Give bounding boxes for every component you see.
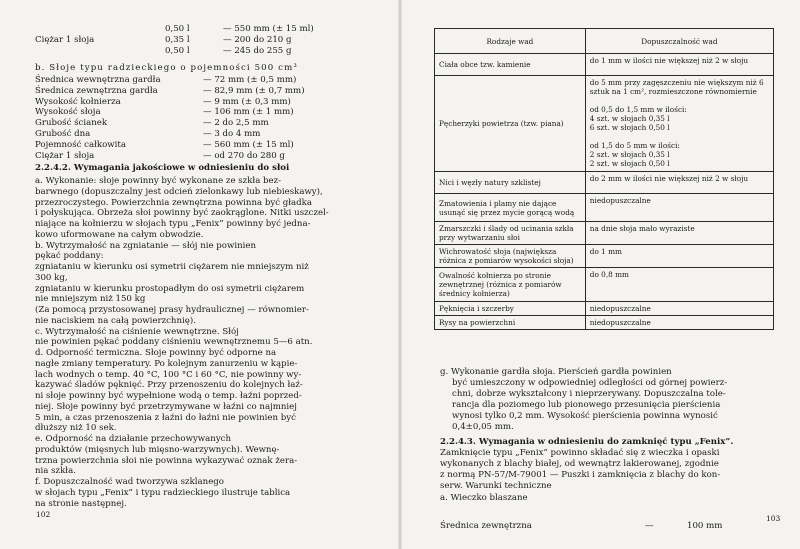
table-cell-allowance: do 0,8 mm — [585, 268, 773, 302]
text-line: niające na kołnierzu w słojach typu „Fenix” powinny być jedna- — [35, 219, 311, 229]
volume-row: 0,50 l — 245 do 255 g — [165, 46, 292, 56]
table-header: Dopuszczalność wad — [585, 29, 773, 54]
text-line: z normą PN-57/M-79001 — Puszki i zamknięcia z blachy do kon- — [440, 470, 721, 480]
table-header-row — [435, 29, 774, 54]
table-row — [435, 172, 774, 194]
text-line: rancja dla poziomego lub pionowego przesunięcia pierścienia — [452, 400, 721, 410]
text-line: zgniataniu w kierunku prostopadłym do osi symetrii ciężarem — [35, 283, 305, 294]
defects-table — [434, 28, 774, 330]
text-line: (Za pomocą przystosowanej prasy hydraulicznej — równomier- — [35, 305, 309, 315]
spec-label: Ciężar 1 słoja — [35, 150, 95, 161]
page-number: 103 — [766, 514, 781, 523]
table-row — [435, 302, 774, 316]
text-line: e. Odporność na działanie przechowywanych — [35, 434, 232, 444]
table-cell-defect: Zmarszczki i ślady od ucinania szkła przy wytwarzaniu słoi — [435, 222, 586, 245]
table-cell-defect: Wichrowatość słoja (największa różnica z pomiarów wysokości słoja) — [435, 245, 586, 268]
table-row — [435, 194, 774, 222]
text-line: c. Wytrzymałość na ciśnienie wewnętrzne. Słój — [35, 326, 239, 337]
text-line: barwnego (dopuszczalny jest odcień zielonkawy lub niebieskawy), — [35, 186, 323, 197]
text-line: wykonanych z blachy białej, od wewnątrz lakierowanej, zgodnie — [440, 459, 719, 469]
spec-label: Średnica zewnętrzna gardła — [35, 85, 158, 96]
text-line: a. Wieczko blaszane — [440, 493, 528, 503]
spec-value: — 3 do 4 mm — [203, 129, 261, 139]
spec-label: Średnica wewnętrzna gardła — [35, 75, 161, 85]
table-cell-defect: Ciała obce tzw. kamienie — [435, 54, 586, 76]
table-cell-defect: Owalność kołnierza po stronie zewnętrznej (różnica z pomiarów średnicy kołnierza) — [435, 268, 586, 302]
spec-label: Grubość ścianek — [35, 118, 108, 129]
text-line: nia szkła. — [35, 466, 76, 477]
volume-row: 0,35 l — 200 do 210 g — [165, 35, 292, 45]
volume-row: 0,50 l — 550 mm (± 15 ml) — [165, 24, 314, 34]
text-line: nie powinien pękać poddany ciśnieniu wewnętrznemu 5—6 atn. — [35, 337, 313, 348]
spec-label: Grubość dna — [35, 129, 91, 139]
page-number: 102 — [36, 510, 51, 519]
text-line: w słojach typu „Fenix” i typu radzieckiego ilustruje tablica — [35, 487, 291, 498]
text-line: kowo uformowane na całym obwodzie. — [35, 229, 204, 240]
table-header: Rodzaje wad — [435, 29, 586, 54]
text-line: a. Wykonanie: słoje powinny być wykonane ze szkła bez- — [35, 176, 282, 186]
text-line: 300 kg, — [35, 272, 68, 283]
spec-value: — 82,9 mm (± 0,7 mm) — [203, 85, 305, 96]
text-line: kazywać śladów pęknięć. Przy przenoszeniu do kolejnych łaź- — [35, 380, 303, 391]
table-cell-allowance: do 1 mm w ilości nie większej niż 2 w słoju — [585, 54, 773, 76]
text-line: nie mniejszym niż 150 kg — [35, 294, 146, 305]
table-row — [435, 268, 774, 302]
text-line: przezroczystego. Powierzchnia zewnętrzna powinna być gładka — [35, 197, 313, 208]
text-line: na stronie następnej. — [35, 498, 127, 509]
spec-value: 100 mm — [687, 521, 723, 531]
text-line: nagłe zmiany temperatury. Po kolejnym zanurzeniu w kąpie- — [35, 358, 298, 369]
spec-value: — 2 do 2,5 mm — [203, 118, 269, 129]
text-line: d. Odporność termiczna. Słoje powinny być odporne na — [35, 348, 277, 358]
table-cell-allowance: do 2 mm w ilości nie większej niż 2 w słoju — [585, 172, 773, 194]
spec-value: — 560 mm (± 15 ml) — [203, 139, 294, 150]
table-cell-allowance: niedopuszczalne — [585, 302, 773, 316]
weight-label: Ciężar 1 słoja — [35, 35, 95, 45]
table-cell-allowance: niedopuszczalne — [585, 194, 773, 222]
spec-label: Wysokość słoja — [35, 107, 101, 118]
spec-value: — 72 mm (± 0,5 mm) — [203, 75, 297, 85]
text-line: zgniataniu w kierunku osi symetrii ciężarem nie mniejszym niż — [35, 262, 309, 272]
table-row — [435, 222, 774, 245]
text-line: ni słoje powinny być wypełnione wodą o temp. łaźni poprzed- — [35, 391, 302, 401]
spec-label: Pojemność całkowita — [35, 139, 126, 150]
table-cell-defect: Rysy na powierzchni — [435, 316, 586, 330]
spec-row-diameter: Średnica zewnętrzna — [440, 521, 532, 531]
text-line: g. Wykonanie gardła słoja. Pierścień gardła powinien — [440, 367, 672, 377]
text-line: b. Wytrzymałość na zgniatanie — słój nie powinien — [35, 240, 256, 251]
section-heading: 2.2.4.3. Wymagania w odniesieniu do zamknięć typu „Fenix”. — [440, 437, 734, 447]
text-line: Zamknięcie typu „Fenix” powinno składać się z wieczka i opaski — [440, 448, 720, 458]
table-row — [435, 54, 774, 76]
table-cell-allowance: do 5 mm przy zagęszczeniu nie większym niż 6 sztuk na 1 cm², rozmieszczone równomiernie od 0,5 do 1,5 mm w ilości: 4 szt. w słojach 0,35 l 6 szt. w słojach 0,50 l od 1,5 do 5 mm w ilości: 2 szt. w słojach 0,35 l 2 szt. w słojach 0,50 l — [585, 76, 773, 172]
table-row — [435, 245, 774, 268]
table-row — [435, 316, 774, 330]
section-heading: 2.2.4.2. Wymagania jakościowe w odniesieniu do słoi — [35, 163, 290, 173]
text-line: f. Dopuszczalność wad tworzywa szklanego — [35, 477, 224, 487]
text-line: nie naciskiem na całą powierzchnię). — [35, 315, 196, 326]
spec-value: — od 270 do 280 g — [203, 150, 285, 161]
text-line: lach wodnych o temp. 40 °C, 100 °C i 60 °C, nie powinny wy- — [35, 369, 302, 380]
right-page — [400, 0, 800, 549]
spec-value: — 9 mm (± 0,3 mm) — [203, 96, 291, 107]
text-line: chni, dobrze wykształcony i nieprzerywany. Dopuszczalna tole- — [452, 389, 726, 399]
text-line: dłuższy niż 10 sek. — [35, 423, 117, 434]
table-cell-allowance: na dnie słoja mało wyraziste — [585, 222, 773, 245]
table-cell-defect: Pęknięcia i szczerby — [435, 302, 586, 316]
text-line: wynosi tylko 0,2 mm. Wysokość pierścienia powinna wynosić — [452, 411, 718, 421]
spec-dash: — — [645, 521, 654, 531]
table-cell-allowance: do 1 mm — [585, 245, 773, 268]
text-line: 0,4±0,05 mm. — [452, 422, 514, 432]
text-line: niej. Słoje powinny być przetrzymywane w łaźni co najmniej — [35, 401, 297, 412]
text-line: trzna powierzchnia słoi nie powinna wykazywać oznak żera- — [35, 455, 298, 466]
table-row — [435, 76, 774, 172]
spec-label: Wysokość kołnierza — [35, 96, 121, 107]
text-line: serw. Warunki techniczne — [440, 481, 552, 491]
table-cell-defect: Nici i węzły natury szklistej — [435, 172, 586, 194]
section-b-heading: b. Słoje typu radzieckiego o pojemności 500 cm³ — [35, 63, 298, 73]
text-line: i połyskująca. Obrzeża słoi powinny być zaokrąglone. Nitki uszczel- — [35, 208, 329, 219]
text-line: pękać poddany: — [35, 251, 104, 262]
text-line: być umieszczony w odpowiedniej odległości od górnej powierz- — [452, 378, 728, 388]
table-cell-defect: Pęcherzyki powietrza (tzw. piana) — [435, 76, 586, 172]
spec-value: — 106 mm (± 1 mm) — [203, 107, 294, 118]
table-cell-allowance: niedopuszczalne — [585, 316, 773, 330]
text-line: 5 min, a czas przenoszenia z łaźni do łaźni nie powinien być — [35, 412, 296, 423]
text-line: produktów (mięsnych lub mięsno-warzywnych). Wewnę- — [35, 444, 280, 455]
table-cell-defect: Zmatowienia i plamy nie dające usunąć się przez mycie gorącą wodą — [435, 194, 586, 222]
